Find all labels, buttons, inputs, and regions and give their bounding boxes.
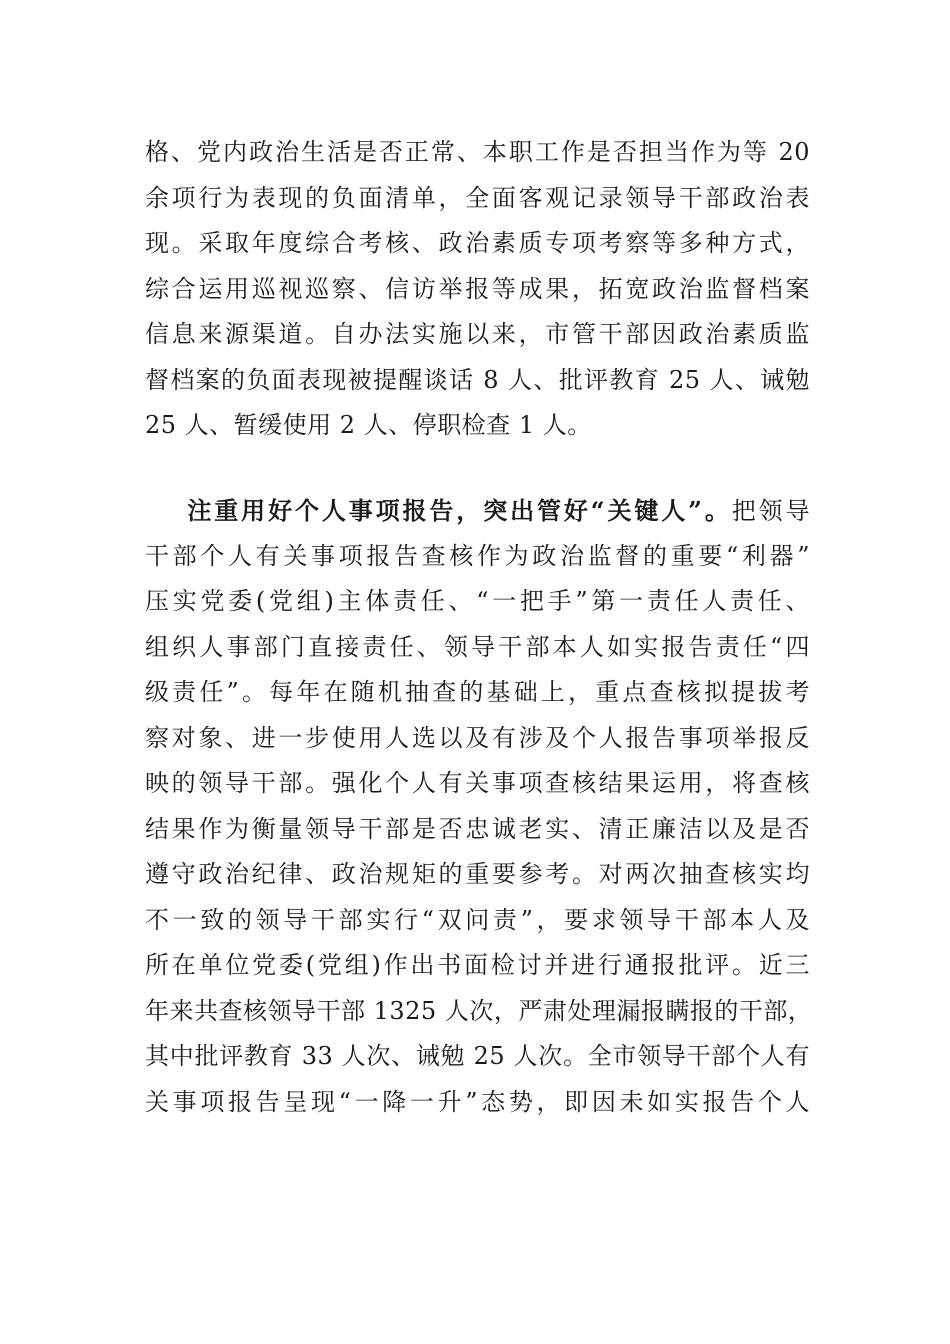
heading-continuation: 把领导 xyxy=(731,497,811,525)
text-line: 干部个人有关事项报告查核作为政治监督的重要“利器” xyxy=(145,541,810,570)
text-line: 所在单位党委(党组)作出书面检讨并进行通报批评。近三 xyxy=(145,951,810,979)
text-line: 余项行为表现的负面清单，全面客观记录领导干部政治表 xyxy=(145,183,810,212)
text-line: 关事项报告呈现“一降一升”态势，即因未如实报告个人 xyxy=(145,1087,810,1116)
text-line: 压实党委(党组)主体责任、“一把手”第一责任人责任、 xyxy=(145,587,810,615)
text-line: 现。采取年度综合考核、政治素质专项考察等多种方式， xyxy=(145,229,810,257)
paragraph-personal-matters xyxy=(145,488,813,1125)
text-line: 其中批评教育 33 人次、诫勉 25 人次。全市领导干部个人有 xyxy=(145,1042,810,1070)
text-line: 映的领导干部。强化个人有关事项查核结果运用，将查核 xyxy=(145,769,810,797)
text-line: 察对象、进一步使用人选以及有涉及个人报告事项举报反 xyxy=(145,723,810,752)
paragraph-political-record xyxy=(145,130,810,449)
text-line: 组织人事部门直接责任、领导干部本人如实报告责任“四 xyxy=(145,632,810,661)
text-line: 信息来源渠道。自办法实施以来，市管干部因政治素质监 xyxy=(145,320,810,348)
text-line: 格、党内政治生活是否正常、本职工作是否担当作为等 20 xyxy=(145,138,810,166)
text-line: 督档案的负面表现被提醒谈话 8 人、批评教育 25 人、诫勉 xyxy=(145,365,810,394)
text-line: 综合运用巡视巡察、信访举报等成果，拓宽政治监督档案 xyxy=(145,274,810,303)
text-line-first xyxy=(145,488,810,534)
text-line: 年来共查核领导干部 1325 人次，严肃处理漏报瞒报的干部， xyxy=(145,996,813,1025)
text-line: 级责任”。每年在随机抽查的基础上，重点查核拟提拔考 xyxy=(145,678,810,706)
paragraph-heading: 注重用好个人事项报告，突出管好“关键人”。 xyxy=(185,496,732,525)
text-line: 结果作为衡量领导干部是否忠诚老实、清正廉洁以及是否 xyxy=(145,814,810,843)
text-line: 25 人、暂缓使用 2 人、停职检查 1 人。 xyxy=(145,411,592,439)
text-line: 不一致的领导干部实行“双问责”，要求领导干部本人及 xyxy=(145,905,810,934)
text-line: 遵守政治纪律、政治规矩的重要参考。对两次抽查核实均 xyxy=(145,860,810,888)
